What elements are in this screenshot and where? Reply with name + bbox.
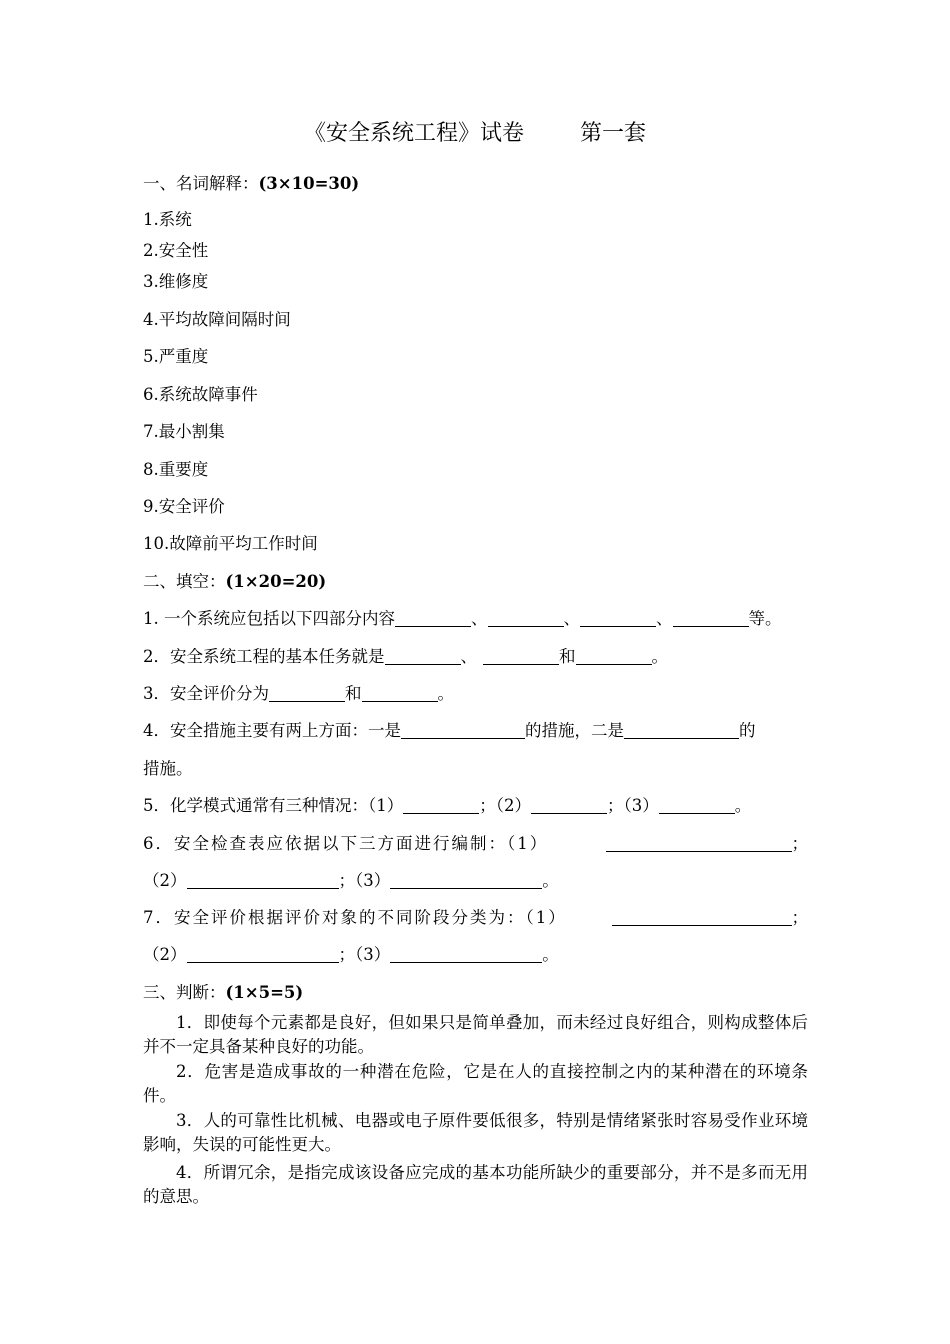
section-1-heading — [143, 172, 808, 196]
answer-blank[interactable] — [187, 870, 339, 889]
section-2-label: 二、填空： — [143, 572, 226, 591]
judge-item: 1．即使每个元素都是良好，但如果只是简单叠加，而未经过良好组合，则构成整体后并不一定具备某种良好的功能。 — [143, 1013, 808, 1056]
answer-blank[interactable] — [187, 944, 339, 963]
fill-question-6-cont: （2） ；（3） 。 — [143, 871, 559, 890]
answer-blank[interactable] — [395, 608, 471, 627]
fill-question-5: 5．化学模式通常有三种情况：（1） ；（2） ；（3） 。 — [143, 796, 752, 815]
judge-item: 3．人的可靠性比机械、电器或电子原件要低很多，特别是情绪紧张时容易受作业环境影响，失误的可能性更大。 — [143, 1111, 808, 1154]
answer-blank[interactable] — [390, 944, 542, 963]
answer-blank[interactable] — [612, 907, 792, 926]
answer-blank[interactable] — [385, 646, 461, 665]
section-1-score: (3×10=30) — [258, 174, 360, 193]
section-2-heading — [143, 570, 808, 594]
term-item: 1.系统 — [143, 210, 192, 229]
fill-question-3: 3．安全评价分为 和 。 — [143, 684, 454, 703]
fill-question-1: 1. 一个系统应包括以下四部分内容 、 、 、 等。 — [143, 609, 782, 628]
exam-title: 《安全系统工程》试卷 第一套 — [304, 121, 646, 146]
fill-question-6: 6．安全检查表应依据以下三方面进行编制：（1） ； — [143, 834, 808, 853]
answer-blank[interactable] — [403, 795, 479, 814]
section-3-label: 三、判断： — [143, 983, 226, 1002]
answer-blank[interactable] — [483, 646, 559, 665]
answer-blank[interactable] — [624, 720, 739, 739]
judge-item: 4．所谓冗余，是指完成该设备应完成的基本功能所缺少的重要部分，并不是多而无用的意思。 — [143, 1163, 808, 1206]
term-item: 8.重要度 — [143, 460, 209, 479]
answer-blank[interactable] — [269, 683, 345, 702]
answer-blank[interactable] — [401, 720, 525, 739]
fill-question-4: 4．安全措施主要有两上方面：一是 的措施，二是 的 — [143, 721, 756, 740]
term-item: 9.安全评价 — [143, 497, 225, 516]
term-item: 2.安全性 — [143, 241, 209, 260]
term-item: 7.最小割集 — [143, 422, 225, 441]
fill-question-7: 7．安全评价根据评价对象的不同阶段分类为：（1） ； — [143, 908, 808, 927]
fill-question-4-cont: 措施。 — [143, 759, 193, 778]
fill-question-7-cont: （2） ；（3） 。 — [143, 945, 559, 964]
answer-blank[interactable] — [488, 608, 564, 627]
answer-blank[interactable] — [390, 870, 542, 889]
judge-item: 2．危害是造成事故的一种潜在危险，它是在人的直接控制之内的某种潜在的环境条件。 — [143, 1062, 808, 1105]
answer-blank[interactable] — [576, 646, 652, 665]
answer-blank[interactable] — [606, 833, 792, 852]
section-2-score: (1×20=20) — [225, 572, 327, 591]
answer-blank[interactable] — [673, 608, 749, 627]
fill-question-2: 2．安全系统工程的基本任务就是 、 和 。 — [143, 647, 668, 666]
term-item: 4.平均故障间隔时间 — [143, 310, 291, 329]
answer-blank[interactable] — [362, 683, 438, 702]
term-item: 6.系统故障事件 — [143, 385, 258, 404]
term-item: 3.维修度 — [143, 272, 209, 291]
term-item: 5.严重度 — [143, 347, 209, 366]
term-item: 10.故障前平均工作时间 — [143, 534, 318, 553]
section-1-label: 一、名词解释： — [143, 174, 259, 193]
answer-blank[interactable] — [531, 795, 607, 814]
section-3-heading — [143, 981, 808, 1005]
answer-blank[interactable] — [580, 608, 656, 627]
section-3-score: (1×5=5) — [225, 983, 304, 1002]
answer-blank[interactable] — [659, 795, 735, 814]
